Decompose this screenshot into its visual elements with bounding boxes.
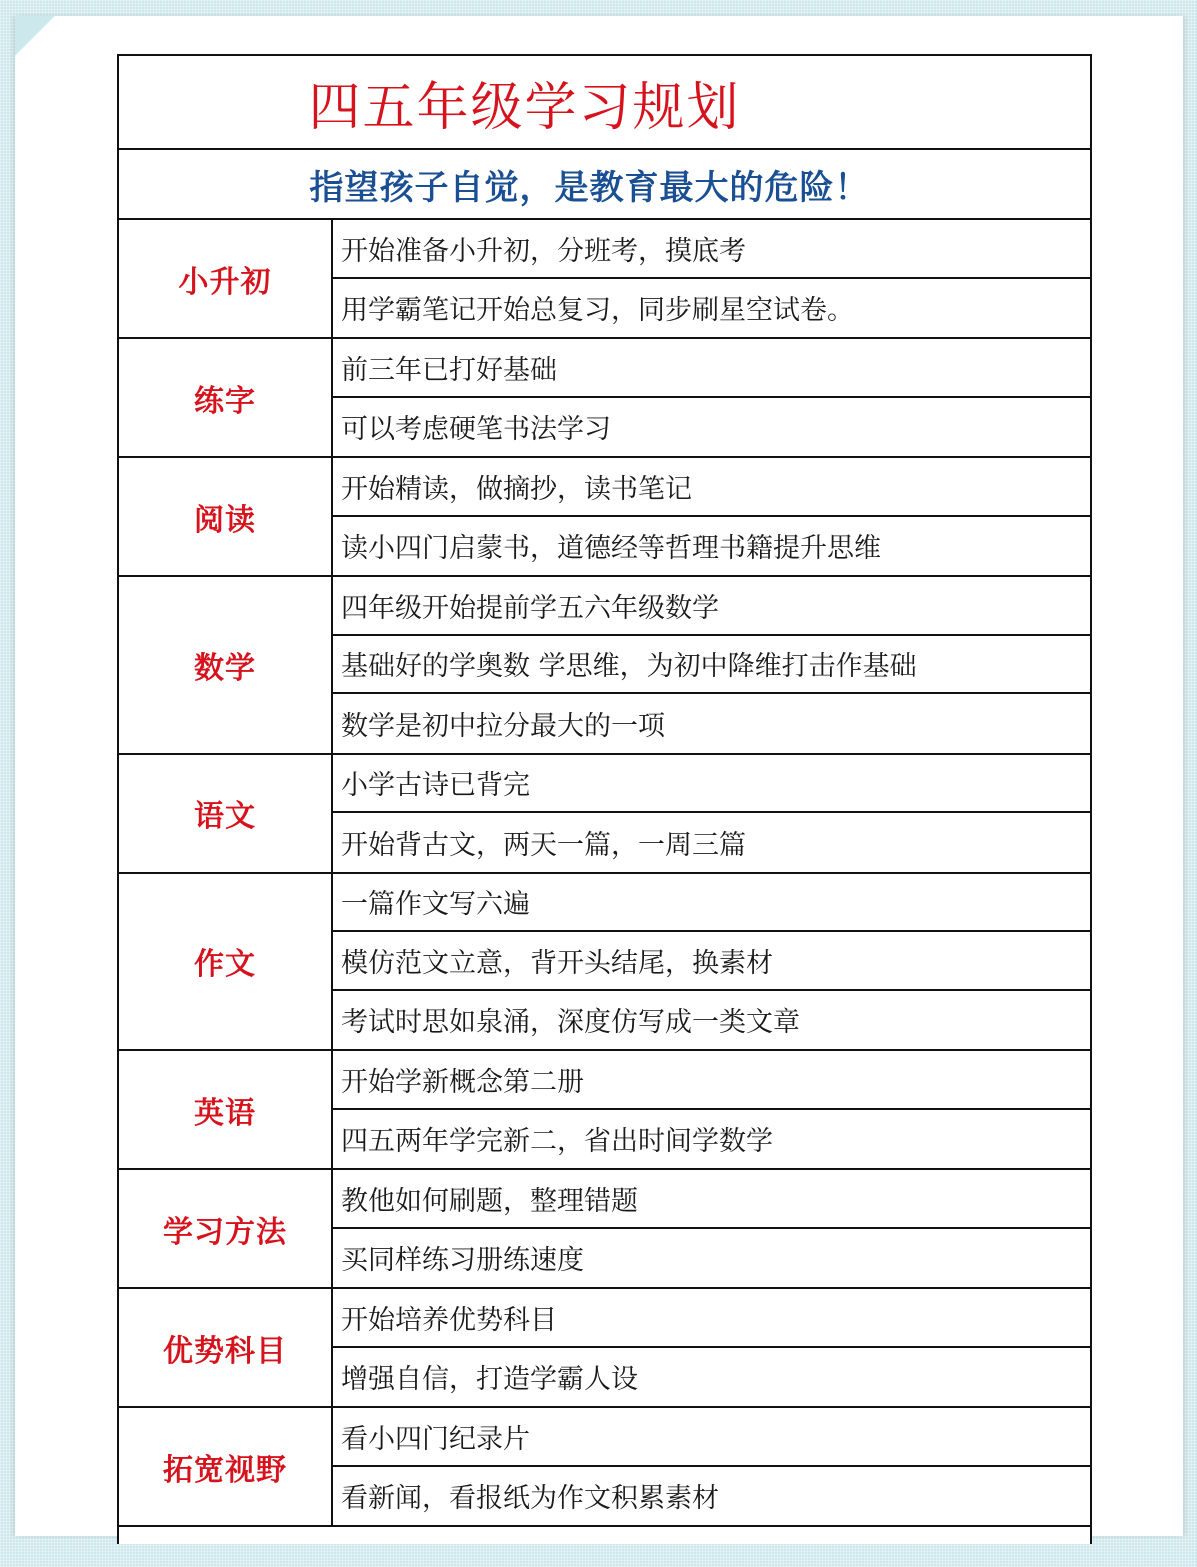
- plan-item: 可以考虑硬笔书法学习: [341, 414, 611, 446]
- group-label: 英语: [119, 1051, 333, 1168]
- group-tuokuanshiye: [119, 1408, 1090, 1527]
- group-label: 数学: [119, 577, 333, 753]
- group-lianzi: [119, 339, 1090, 458]
- title-row: [119, 56, 1090, 150]
- plan-item: 看小四门纪录片: [333, 1408, 1090, 1467]
- group-yuwen: [119, 755, 1090, 874]
- group-label: 练字: [119, 339, 333, 456]
- plan-item: 小学古诗已背完: [333, 755, 1090, 814]
- plan-item: 开始学新概念第二册: [333, 1051, 1090, 1110]
- plan-item: 开始准备小升初，分班考，摸底考: [333, 220, 1090, 279]
- plan-item: 看新闻，看报纸为作文积累素材: [341, 1483, 719, 1515]
- plan-item: 考试时思如泉涌，深度仿写成一类文章: [341, 1007, 800, 1039]
- subtitle-row: [119, 150, 1090, 220]
- plan-item: 前三年已打好基础: [333, 339, 1090, 398]
- plan-item: 开始精读，做摘抄，读书笔记: [333, 458, 1090, 517]
- group-xiaoshengchu: [119, 220, 1090, 339]
- group-label: 拓宽视野: [119, 1408, 333, 1525]
- group-label: 语文: [119, 755, 333, 872]
- plan-item: 四年级开始提前学五六年级数学: [333, 577, 1090, 636]
- group-zuowen: [119, 874, 1090, 1052]
- study-plan-table: [117, 54, 1092, 1544]
- group-yuedu: [119, 458, 1090, 577]
- plan-item: 用学霸笔记开始总复习，同步刷星空试卷。: [341, 295, 854, 327]
- group-shuxue: [119, 577, 1090, 755]
- plan-item: 开始背古文，两天一篇，一周三篇: [341, 829, 746, 861]
- group-label: 学习方法: [119, 1170, 333, 1287]
- footer-row-cut-off: [119, 1527, 1090, 1567]
- plan-item: 买同样练习册练速度: [341, 1245, 584, 1277]
- plan-item: 读小四门启蒙书，道德经等哲理书籍提升思维: [341, 533, 881, 565]
- plan-item: 模仿范文立意，背开头结尾，换素材: [333, 932, 1090, 991]
- page-title: 四五年级学习规划: [308, 77, 741, 138]
- page-corner-fold: [15, 16, 55, 56]
- plan-item: 四五两年学完新二，省出时间学数学: [341, 1126, 773, 1158]
- group-label: 优势科目: [119, 1289, 333, 1406]
- plan-item: 开始培养优势科目: [333, 1289, 1090, 1348]
- plan-item: 数学是初中拉分最大的一项: [341, 710, 665, 742]
- group-youshikemu: [119, 1289, 1090, 1408]
- group-yingyu: [119, 1051, 1090, 1170]
- group-label: 小升初: [119, 220, 333, 337]
- plan-item: 增强自信，打造学霸人设: [341, 1364, 638, 1396]
- plan-item: 一篇作文写六遍: [333, 874, 1090, 933]
- group-xuexifangfa: [119, 1170, 1090, 1289]
- group-label: 阅读: [119, 458, 333, 575]
- plan-item: 教他如何刷题，整理错题: [333, 1170, 1090, 1229]
- plan-groups: [119, 220, 1090, 1567]
- page-subtitle: 指望孩子自觉，是教育最大的危险！: [309, 167, 870, 208]
- plan-item: 基础好的学奥数 学思维，为初中降维打击作基础: [333, 636, 1090, 695]
- group-label: 作文: [119, 874, 333, 1050]
